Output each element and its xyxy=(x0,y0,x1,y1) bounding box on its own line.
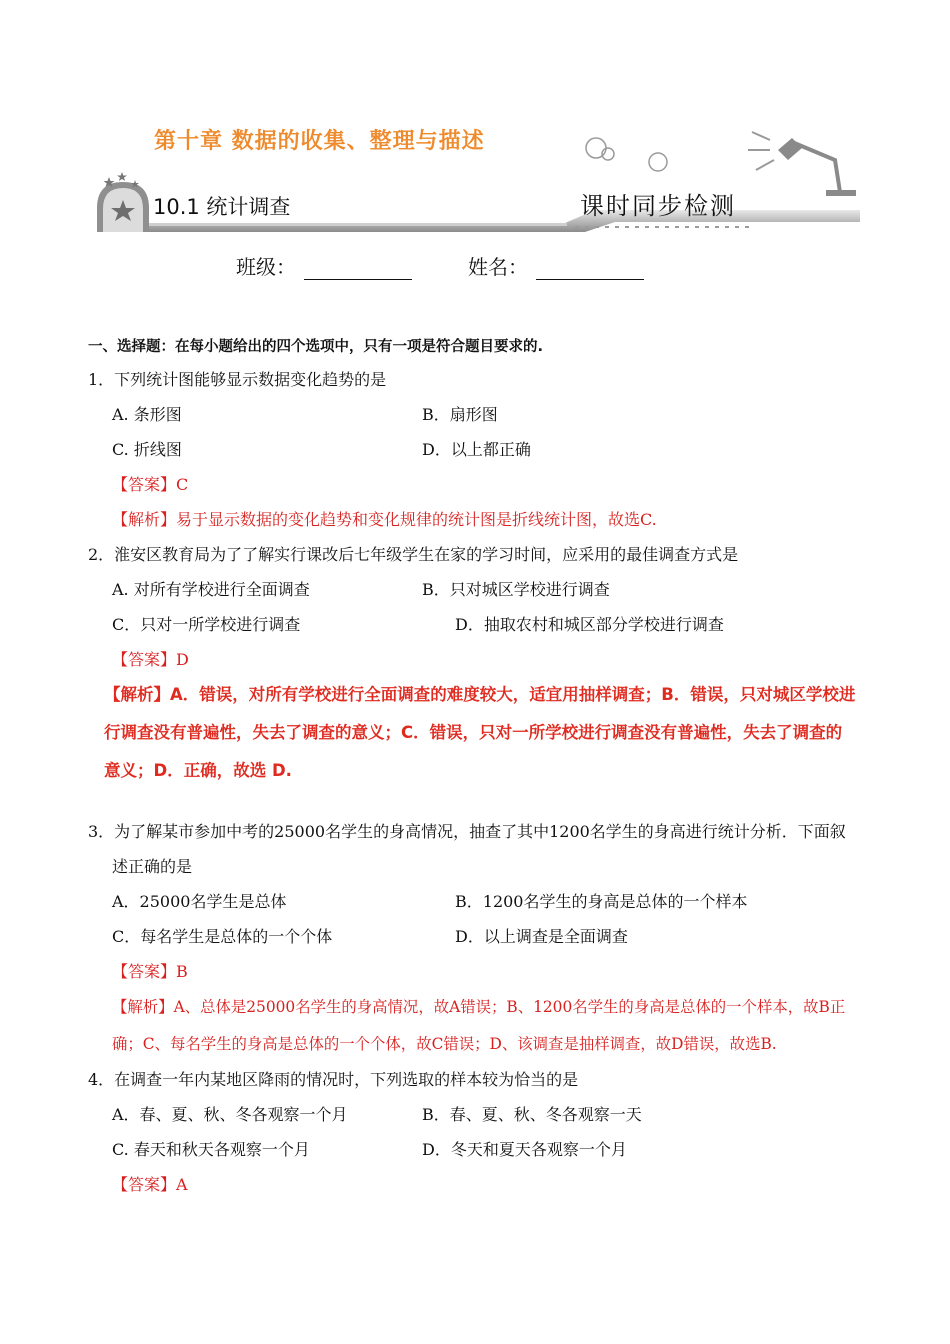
name-field[interactable] xyxy=(468,251,644,280)
option-b: B．春、夏、秋、冬各观察一天 xyxy=(422,1105,642,1124)
option-a: A．25000名学生是总体 xyxy=(112,892,287,911)
option-d: D．抽取农村和城区部分学校进行调查 xyxy=(455,615,724,634)
option-b: B．1200名学生的身高是总体的一个样本 xyxy=(455,892,748,911)
option-d: D．冬天和夏天各观察一个月 xyxy=(422,1140,627,1159)
answer: 【答案】B xyxy=(112,962,188,981)
option-d: D．以上调查是全面调查 xyxy=(455,927,628,946)
class-blank[interactable] xyxy=(304,259,412,280)
analysis-line: 行调查没有普遍性，失去了调查的意义；C．错误，只对一所学校进行调查没有普遍性，失去了调查的 xyxy=(104,723,843,742)
option-d: D．以上都正确 xyxy=(422,440,531,459)
option-a: A. 条形图 xyxy=(112,405,182,424)
question-stem-cont: 述正确的是 xyxy=(112,857,193,876)
option-c: C. 春天和秋天各观察一个月 xyxy=(112,1140,310,1159)
analysis-line: 意义；D．正确，故选 D. xyxy=(104,761,292,780)
answer: 【答案】C xyxy=(112,475,189,494)
option-c: C. 折线图 xyxy=(112,440,182,459)
question-stem: 4．在调查一年内某地区降雨的情况时，下列选取的样本较为恰当的是 xyxy=(88,1070,579,1089)
section-heading: 一、选择题：在每小题给出的四个选项中，只有一项是符合题目要求的. xyxy=(88,339,544,355)
question-stem: 3．为了解某市参加中考的25000名学生的身高情况，抽查了其中1200名学生的身高进行统计分析．下面叙 xyxy=(88,822,846,841)
name-label: 姓名： xyxy=(468,255,528,279)
answer: 【答案】A xyxy=(112,1175,188,1194)
class-field[interactable] xyxy=(236,251,412,280)
class-label: 班级： xyxy=(236,255,296,279)
option-b: B．扇形图 xyxy=(422,405,498,424)
question-stem: 2．淮安区教育局为了了解实行课改后七年级学生在家的学习时间，应采用的最佳调查方式是 xyxy=(88,545,739,564)
analysis: 【解析】易于显示数据的变化趋势和变化规律的统计图是折线统计图，故选C. xyxy=(112,510,657,529)
chapter-title: 第十章 数据的收集、整理与描述 xyxy=(154,129,485,154)
section-title: 10.1 统计调查 xyxy=(153,195,291,219)
analysis-line: 【解析】A．错误，对所有学校进行全面调查的难度较大，适宜用抽样调查；B．错误，只对城区学校进 xyxy=(104,685,856,704)
name-blank[interactable] xyxy=(536,259,644,280)
answer: 【答案】D xyxy=(112,650,189,669)
option-a: A. 对所有学校进行全面调查 xyxy=(112,580,310,599)
option-a: A．春、夏、秋、冬各观察一个月 xyxy=(112,1105,348,1124)
option-c: C．每名学生是总体的一个个体 xyxy=(112,927,333,946)
option-c: C．只对一所学校进行调查 xyxy=(112,615,301,634)
desk-lamp-icon xyxy=(730,120,860,200)
question-stem: 1．下列统计图能够显示数据变化趋势的是 xyxy=(88,370,387,389)
analysis-line: 【解析】A、总体是25000名学生的身高情况，故A错误；B、1200名学生的身高是总体的一个样本，故B正 xyxy=(112,998,846,1016)
analysis-line: 确；C、每名学生的身高是总体的一个个体，故C错误；D、该调查是抽样调查，故D错误，故选B. xyxy=(112,1035,777,1053)
badge-label: 课时同步检测 xyxy=(580,192,736,220)
option-b: B．只对城区学校进行调查 xyxy=(422,580,610,599)
